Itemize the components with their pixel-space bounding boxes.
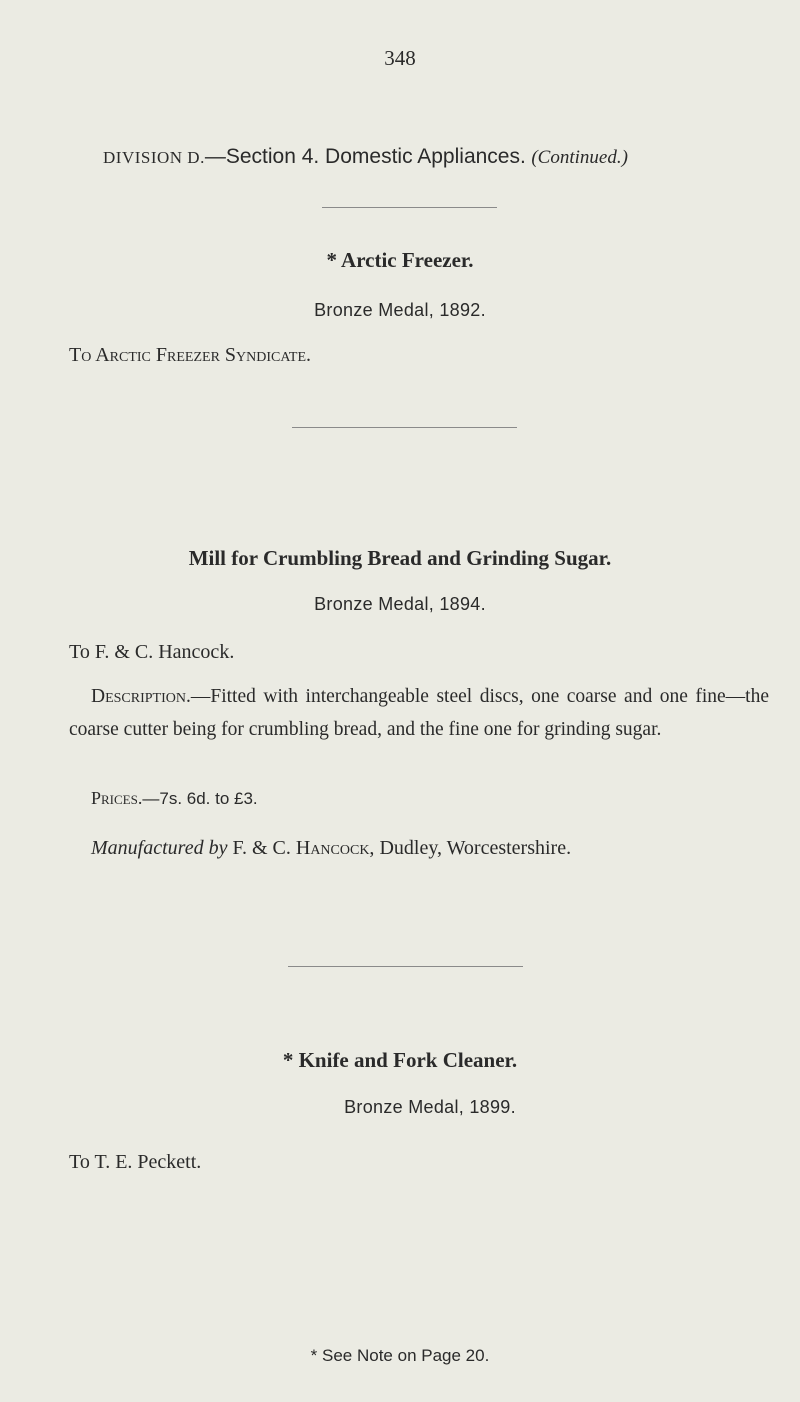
- medal-award: Bronze Medal, 1894.: [314, 594, 486, 614]
- section-title: —Section 4. Domestic Appliances.: [204, 145, 526, 168]
- medal-award: Bronze Medal, 1899.: [344, 1097, 516, 1117]
- description-label: Description.: [91, 686, 191, 707]
- divider: [322, 207, 497, 208]
- divider: [292, 427, 517, 428]
- entry-title: * Knife and Fork Cleaner.: [282, 1048, 518, 1072]
- division-label: DIVISION D.: [103, 148, 205, 167]
- description-text: —Fitted with interchangeable steel discs, one coarse and one fine—the coarse cutter being for crumbling bread, and the fine one for grinding sugar.: [69, 686, 769, 740]
- prices-label: Prices.: [91, 788, 143, 808]
- awardee: To F. & C. Hancock.: [69, 641, 235, 663]
- page-number: 348: [384, 46, 416, 70]
- manufacturer-place: Dudley, Worcestershire.: [379, 837, 572, 859]
- awardee: To T. E. Peckett.: [69, 1151, 202, 1173]
- entry-title: Mill for Crumbling Bread and Grinding Sugar.: [188, 546, 612, 570]
- description-paragraph: [69, 680, 769, 746]
- prices-line: [91, 788, 258, 809]
- division-header: [103, 143, 628, 169]
- medal-award: Bronze Medal, 1892.: [314, 300, 486, 320]
- awardee: To Arctic Freezer Syndicate.: [69, 344, 312, 366]
- manufacturer-label: Manufactured by: [91, 837, 228, 859]
- divider: [288, 966, 523, 967]
- entry-title: * Arctic Freezer.: [326, 248, 474, 272]
- continued-note: (Continued.): [531, 147, 628, 168]
- prices-value: —7s. 6d. to £3.: [142, 789, 258, 808]
- manufacturer-line: [91, 837, 571, 860]
- footnote: * See Note on Page 20.: [310, 1346, 490, 1365]
- manufacturer-name: F. & C. Hancock,: [232, 837, 375, 859]
